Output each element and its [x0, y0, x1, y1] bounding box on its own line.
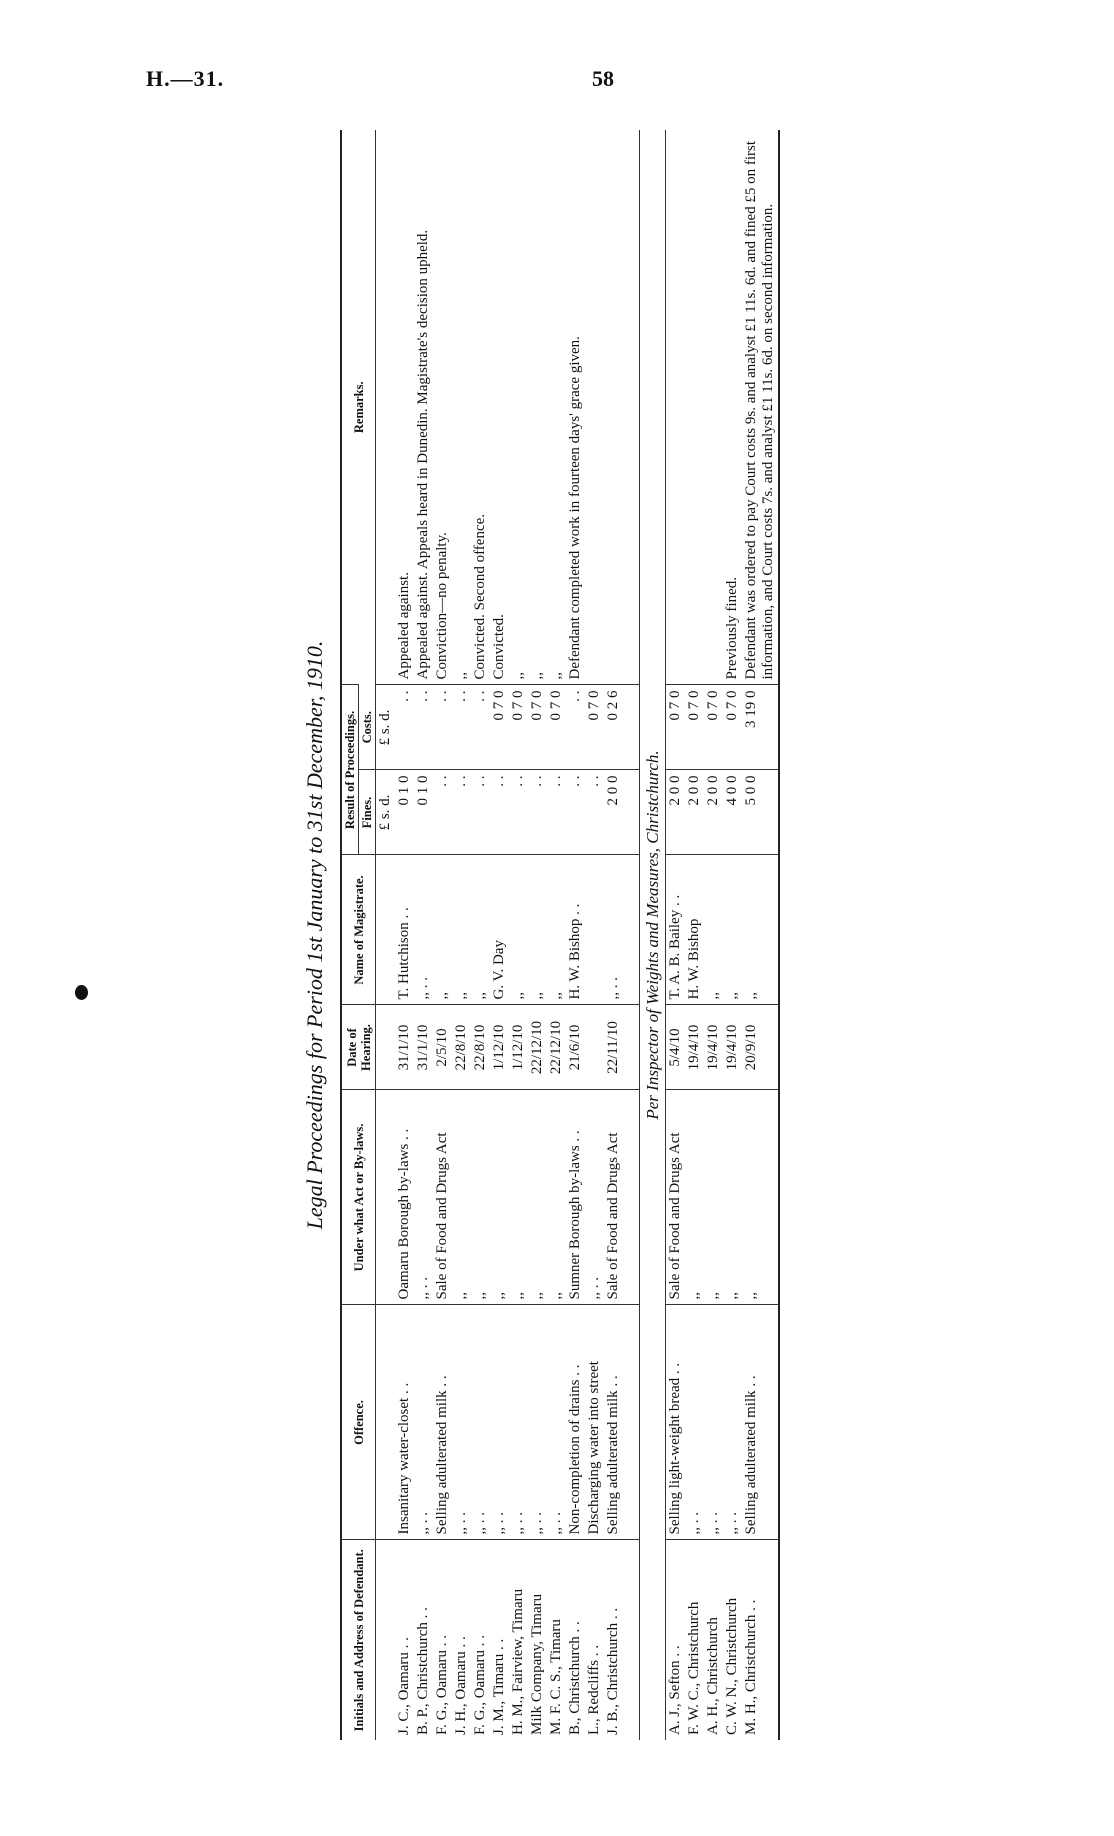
cell-magistrate: G. V. Day [490, 855, 509, 1005]
cell-date: 19/4/10 [723, 1005, 742, 1090]
cell-fines: . . [585, 770, 604, 855]
header-result: Result of Proceedings. [341, 685, 359, 855]
cell-date: 1/12/10 [509, 1005, 528, 1090]
costs-units: £ s. d. [376, 685, 396, 770]
cell-act: Sale of Food and Drugs Act [666, 1090, 686, 1305]
cell-magistrate: ,, [704, 855, 723, 1005]
cell-costs: . . [414, 685, 433, 770]
cell-defendant: J. B., Christchurch . . [604, 1540, 623, 1740]
cell-offence: Selling adulterated milk . . [742, 1305, 779, 1540]
cell-costs: 0 7 0 [723, 685, 742, 770]
cell-remarks: Appealed against. Appeals heard in Dunedin. Magistrate's decision upheld. [415, 229, 431, 680]
cell-act: Oamaru Borough by-laws . . [395, 1090, 414, 1305]
cell-fines: 2 0 0 [666, 770, 686, 855]
cell-defendant: M. H., Christchurch . . [742, 1540, 779, 1740]
table-row [490, 130, 509, 1740]
cell-costs: 3 19 0 [742, 685, 779, 770]
cell-fines: 2 0 0 [685, 770, 704, 855]
cell-offence: ,, . . [704, 1305, 723, 1540]
cell-costs: . . [433, 685, 452, 770]
cell-date: 22/8/10 [452, 1005, 471, 1090]
cell-costs: . . [395, 685, 414, 770]
cell-date: 22/12/10 [547, 1005, 566, 1090]
cell-magistrate: ,, [742, 855, 779, 1005]
cell-magistrate: H. W. Bishop [685, 855, 704, 1005]
rotated-table-area [300, 130, 900, 1740]
table-row [452, 130, 471, 1740]
header-date: Date of Hearing. [341, 1005, 376, 1090]
cell-remarks: ,, [510, 671, 526, 680]
cell-defendant: A. H., Christchurch [704, 1540, 723, 1740]
table-body [376, 130, 780, 1740]
page-header [0, 66, 1114, 106]
cell-fines: 0 1 0 [395, 770, 414, 855]
cell-date: 31/1/10 [414, 1005, 433, 1090]
section-row [640, 130, 666, 1740]
header-fines: Fines. [359, 770, 376, 855]
cell-act: ,, [528, 1090, 547, 1305]
cell-offence: Non-completion of drains . . [566, 1305, 585, 1540]
cell-act: Sale of Food and Drugs Act [604, 1090, 623, 1305]
table-row [742, 130, 779, 1740]
table-row [395, 130, 414, 1740]
cell-defendant: F. G., Oamaru . . [433, 1540, 452, 1740]
cell-remarks: ,, [548, 671, 564, 680]
section-title: Per Inspector of Weights and Measures, Christchurch. [640, 130, 666, 1740]
cell-magistrate: ,, . . [414, 855, 433, 1005]
table-row [566, 130, 585, 1740]
cell-offence: ,, . . [414, 1305, 433, 1540]
cell-offence: ,, . . [685, 1305, 704, 1540]
cell-defendant: C. W. N., Christchurch [723, 1540, 742, 1740]
cell-offence: Selling adulterated milk . . [433, 1305, 452, 1540]
cell-fines: . . [490, 770, 509, 855]
cell-costs: 0 7 0 [704, 685, 723, 770]
cell-magistrate: ,, [433, 855, 452, 1005]
cell-date: 22/8/10 [471, 1005, 490, 1090]
cell-act: ,, [742, 1090, 779, 1305]
cell-act: ,, [704, 1090, 723, 1305]
ink-blot [75, 985, 88, 1000]
cell-date [585, 1005, 604, 1090]
cell-offence: Selling adulterated milk . . [604, 1305, 623, 1540]
cell-act: ,, [452, 1090, 471, 1305]
table-row [604, 130, 623, 1740]
fines-units: £ s. d. [376, 770, 396, 855]
cell-date: 22/11/10 [604, 1005, 623, 1090]
cell-costs: 0 7 0 [547, 685, 566, 770]
cell-fines: . . [471, 770, 490, 855]
cell-date: 31/1/10 [395, 1005, 414, 1090]
cell-fines: . . [528, 770, 547, 855]
cell-defendant: L., Redcliffs . . [585, 1540, 604, 1740]
cell-offence: ,, . . [528, 1305, 547, 1540]
cell-date: 1/12/10 [490, 1005, 509, 1090]
header-remarks: Remarks. [341, 130, 376, 685]
cell-remarks [666, 130, 686, 685]
cell-costs: . . [452, 685, 471, 770]
cell-magistrate: ,, [547, 855, 566, 1005]
cell-costs: 0 7 0 [509, 685, 528, 770]
cell-fines: . . [452, 770, 471, 855]
table-row [585, 130, 604, 1740]
table-row [685, 130, 704, 1740]
cell-costs: 0 2 6 [604, 685, 623, 770]
cell-defendant: B., Christchurch . . [566, 1540, 585, 1740]
cell-costs: 0 7 0 [685, 685, 704, 770]
cell-costs: . . [566, 685, 585, 770]
table-row [509, 130, 528, 1740]
cell-remarks: Defendant was ordered to pay Court costs 9s. and analyst £1 11s. 6d. and fined £5 on first information, and Court costs 7s. and analyst £1 11s. 6d. on second information. [742, 130, 779, 685]
cell-remarks [604, 130, 623, 685]
cell-act: ,, . . [585, 1090, 604, 1305]
cell-remarks: Convicted. Second offence. [472, 513, 488, 680]
cell-remarks [685, 130, 704, 685]
cell-fines: 2 0 0 [704, 770, 723, 855]
cell-act: ,, [547, 1090, 566, 1305]
cell-offence: ,, . . [471, 1305, 490, 1540]
cell-fines: 4 0 0 [723, 770, 742, 855]
cell-defendant: F. W. C., Christchurch [685, 1540, 704, 1740]
header-magistrate: Name of Magistrate. [341, 855, 376, 1005]
cell-magistrate: ,, [509, 855, 528, 1005]
cell-remarks: ,, [453, 671, 469, 680]
cell-remarks: Defendant completed work in fourteen days' grace given. [567, 336, 583, 680]
cell-date: 5/4/10 [666, 1005, 686, 1090]
table-row [666, 130, 686, 1740]
table-row [723, 130, 742, 1740]
cell-magistrate: T. A. B. Bailey . . [666, 855, 686, 1005]
cell-offence: ,, . . [452, 1305, 471, 1540]
cell-fines: . . [566, 770, 585, 855]
cell-costs: 0 7 0 [490, 685, 509, 770]
cell-costs: 0 7 0 [585, 685, 604, 770]
cell-defendant: H. M., Fairview, Timaru [509, 1540, 528, 1740]
cell-defendant: M. F. C. S., Timaru [547, 1540, 566, 1740]
cell-offence: ,, . . [490, 1305, 509, 1540]
cell-magistrate: ,, [452, 855, 471, 1005]
cell-date: 22/12/10 [528, 1005, 547, 1090]
cell-act: ,, . . [414, 1090, 433, 1305]
cell-magistrate [585, 855, 604, 1005]
cell-magistrate: H. W. Bishop . . [566, 855, 585, 1005]
header-defendant: Initials and Address of Defendant. [341, 1540, 376, 1740]
cell-defendant: A. J., Sefton . . [666, 1540, 686, 1740]
cell-offence: ,, . . [723, 1305, 742, 1540]
cell-fines: 0 1 0 [414, 770, 433, 855]
cell-defendant: F. G., Oamaru . . [471, 1540, 490, 1740]
cell-remarks: Appealed against. [396, 572, 412, 680]
cell-magistrate: ,, [471, 855, 490, 1005]
page-number: 58 [592, 66, 614, 91]
cell-remarks [704, 130, 723, 685]
cell-defendant: B. P., Christchurch . . [414, 1540, 433, 1740]
table-row [704, 130, 723, 1740]
document-reference: H.—31. [146, 66, 225, 91]
cell-act: ,, [490, 1090, 509, 1305]
table-row [433, 130, 452, 1740]
cell-fines: . . [547, 770, 566, 855]
cell-remarks [585, 130, 604, 685]
cell-remarks: Previously fined. [724, 576, 740, 680]
cell-offence: Selling light-weight bread . . [666, 1305, 686, 1540]
cell-date: 2/5/10 [433, 1005, 452, 1090]
cell-fines: . . [509, 770, 528, 855]
cell-defendant: J. H., Oamaru . . [452, 1540, 471, 1740]
cell-date: 20/9/10 [742, 1005, 779, 1090]
cell-defendant: J. C., Oamaru . . [395, 1540, 414, 1740]
cell-remarks: Conviction—no penalty. [434, 532, 450, 680]
cell-magistrate: ,, [528, 855, 547, 1005]
cell-costs: 0 7 0 [666, 685, 686, 770]
cell-date: 21/6/10 [566, 1005, 585, 1090]
cell-magistrate: T. Hutchison . . [395, 855, 414, 1005]
header-costs: Costs. [359, 685, 376, 770]
cell-remarks: Convicted. [491, 614, 507, 680]
table-row [547, 130, 566, 1740]
table-row [471, 130, 490, 1740]
cell-costs: 0 7 0 [528, 685, 547, 770]
cell-remarks: ,, [529, 671, 545, 680]
cell-act: ,, [723, 1090, 742, 1305]
cell-date: 19/4/10 [685, 1005, 704, 1090]
cell-offence: Insanitary water-closet . . [395, 1305, 414, 1540]
cell-act: ,, [685, 1090, 704, 1305]
cell-act: ,, [471, 1090, 490, 1305]
cell-fines: 5 0 0 [742, 770, 779, 855]
spacer-row [623, 130, 640, 1740]
table-row [528, 130, 547, 1740]
cell-magistrate: ,, [723, 855, 742, 1005]
cell-offence: Discharging water into street [585, 1305, 604, 1540]
header-offence: Offence. [341, 1305, 376, 1540]
cell-act: Sale of Food and Drugs Act [433, 1090, 452, 1305]
table-row [414, 130, 433, 1740]
cell-act: ,, [509, 1090, 528, 1305]
currency-row [376, 130, 396, 1740]
cell-fines: . . [433, 770, 452, 855]
cell-defendant: Milk Company, Timaru [528, 1540, 547, 1740]
header-act: Under what Act or By-laws. [341, 1090, 376, 1305]
cell-fines: 2 0 0 [604, 770, 623, 855]
table-title: Legal Proceedings for Period 1st January to 31st December, 1910. [302, 640, 327, 1230]
cell-offence: ,, . . [509, 1305, 528, 1540]
cell-costs: . . [471, 685, 490, 770]
cell-date: 19/4/10 [704, 1005, 723, 1090]
cell-defendant: J. M., Timaru . . [490, 1540, 509, 1740]
cell-magistrate: ,, . . [604, 855, 623, 1005]
cell-offence: ,, . . [547, 1305, 566, 1540]
legal-proceedings-table [340, 130, 780, 1740]
cell-act: Sumner Borough by-laws . . [566, 1090, 585, 1305]
